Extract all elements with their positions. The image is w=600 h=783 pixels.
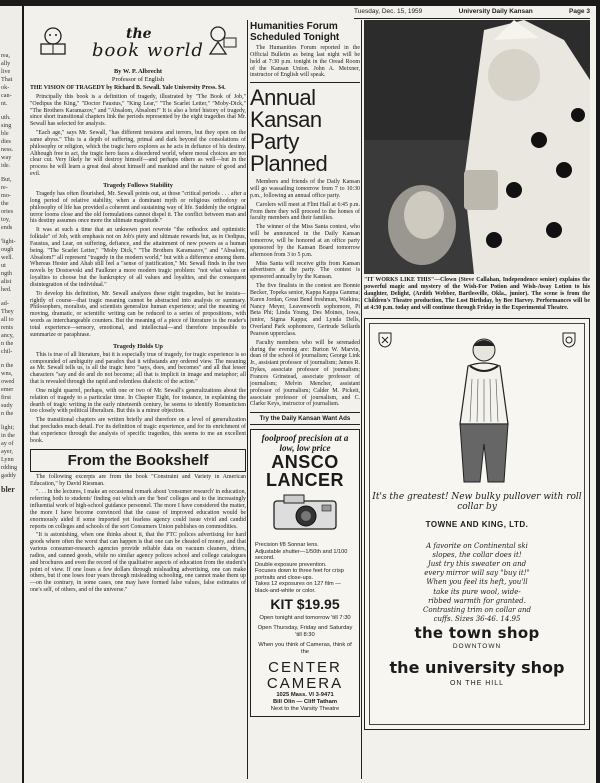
ad-feature: Precision f/8 Sonnar lens. [255, 542, 319, 549]
masthead-title: book world [92, 40, 204, 61]
ad-feature: Focuses down to three feet for crisp portraits and close-ups. [255, 568, 344, 581]
party-paragraph: Faculty members who will be serenaded during the evening are: Burton W. Marvin, dean of the school of journalism; George Link Jr., assistant professor of journalism; James R. Dykes, associate professor of journalism; Frances Grinstead, associate professor of journalism; Melvin Mencher, assistant professor of journalism; Calder M. Pickett, associate professor of journalism, and C. Clarke Keys, instructor of journalism. [250, 339, 360, 408]
camera-icon [270, 491, 340, 533]
byline [30, 68, 246, 83]
ad-frame [369, 323, 585, 725]
adjacent-column-word: sudy [1, 402, 13, 409]
store-name-university-shop: the university shop [389, 657, 565, 677]
review-paragraph: Principally this book is a definition of tragedy, illustrated by "The Book of Job," "Oedipus the King," "Doctor Faustus," "King Lear," "The Scarlet Letter," "Moby-Dick," "The Brothers Karamazov," and "Absalom, Absalom!" It is also a brief history of tragedy, since short transitional chapters link the periods represented by the eight tragedies that Mr. Sewall has selected for analysis. [30, 93, 246, 128]
adjacent-column-word: live [1, 68, 11, 75]
ad-tagline: It's the greatest! New bulky pullover with roll collar by [372, 491, 582, 513]
reader-doodle-icon [36, 24, 70, 58]
reader-doodle-icon [204, 24, 238, 58]
store-address: 1025 Mass. VI 3-9471 [276, 692, 334, 699]
adjacent-column-word: ally [1, 60, 11, 67]
adjacent-column-word: But, [1, 176, 12, 183]
theatre-photo [364, 20, 590, 274]
adjacent-column-word: hed. [1, 286, 12, 293]
adjacent-column-word: well. [1, 254, 14, 261]
adjacent-column-word: nt. [1, 100, 8, 107]
adjacent-column-word: 'light- [1, 238, 16, 245]
store-location: Next to the Varsity Theatre [270, 706, 340, 713]
store-name-town-shop: the town shop [414, 623, 540, 642]
adjacent-page-strip [0, 6, 22, 783]
adjacent-column-word: chil- [1, 348, 13, 355]
adjacent-column-word: ble [1, 130, 9, 137]
adjacent-column-word: ayer, [1, 448, 13, 455]
adjacent-column-word: can- [1, 92, 12, 99]
ad-tagline: foolproof precision at a low, low price [261, 433, 349, 454]
adjacent-column-word: ough [1, 246, 14, 253]
town-shop-ad [364, 318, 590, 730]
adjacent-column-word: mo- [1, 192, 11, 199]
review-paragraph: To develop his definition, Mr. Sewall analyzes these eight tragedies, but he insists—rightly of course—that tragic meaning cannot be abstracted into analysis or summary. Philosophers, moralists, and scientists generalize human experience; and the meaning of moving, dramatic, or scientific writing can be reduced to a series of propositions, with words as interchangeable counters. But the meaning of a piece of literature is the reader's total experience—sensory, emotional, and intellectual—and therefore impossible to summarize or paraphrase. [30, 290, 246, 338]
subhead: Tragedy Follows Stability [103, 181, 173, 189]
review-heading: THE VISION OF TRAGEDY by Richard B. Sewall. Yale University Press. $4. [30, 85, 226, 91]
review-paragraph: One might quarrel, perhaps, with one or two of Mr. Sewall's generalizations about the relation of tragedy to a particular time. In Chapter Eight, for instance, in explaining the dearth of tragic writing in the early nineteenth century, he seems to identify Romanticism too closely with political liberalism. But this is a minor objection. [30, 387, 246, 415]
bookshelf-intro: The following excerpts are from the book "Constraint and Variety in American Education," by David Riesman. [30, 473, 246, 487]
adjacent-column-word: ories [1, 208, 14, 215]
adjacent-column-word: n the [1, 340, 14, 347]
review-paragraph: Tragedy has often flourished, Mr. Sewall points out, at those "critical periods . . . after a long period of relative stability, when a dominant myth or religious orthodoxy or philosophy of life has provided a coherent and sustaining way of life. Suddenly the original terror looms close and the old formulations cannot dispel it. The conflict between man and his destiny assumes once more the ultimate magnitude." [30, 190, 246, 225]
adjacent-column-word: gaddy [1, 472, 17, 479]
adjacent-column-word: alist [1, 278, 12, 285]
adjacent-column-word: all to [1, 316, 14, 323]
photo-column [364, 20, 590, 779]
newspaper-page [24, 6, 596, 783]
ad-copy-line: Just try this sweater on and every mirror will say "buy it!" [424, 559, 530, 578]
man-in-sweater-illustration [444, 334, 526, 484]
party-paragraph: Miss Santa will receive gifts from Kansan advertisers at the party. The contest is sponsored annually by the Kansan. [250, 260, 360, 281]
ad-copy [422, 542, 532, 625]
party-paragraph: The winner of the Miss Santa contest, who will be announced in the Daily Kansan tomorrow, will be honored at an office party sponsored by the Kansan Board tomorrow afternoon from 3 to 5 p.m. [250, 224, 360, 258]
adjacent-column-word: wns, [1, 370, 13, 377]
ad-brand-lancer: LANCER [266, 470, 344, 491]
news-column [250, 20, 360, 779]
adjacent-column-word: the [1, 200, 9, 207]
adjacent-column-word: re- [1, 184, 8, 191]
ad-feature: Adjustable shutter—1/50th and 1/100 second. [255, 548, 348, 562]
adjacent-column-word: ok- [1, 84, 10, 91]
party-paragraph: The five finalists in the contest are Bonnie Becker, Topeka senior, Kappa Kappa Gamma; Karen Jordan, Great Bend freshman, Watkins; Nancy Meyer, Leavenworth sophomore, Pi Beta Phi; Linda Young, Des Moines, Iowa, junior, Sigma Kappa; and Lynda Dells, Overland Park sophomore, Gertrude Sellards Pearson upperclass. [250, 283, 360, 337]
review-paragraph: It was at such a time that an unknown poet rewrote "the orthodox and optimistic folktale" of Job, with emphasis not on Job's piety and ultimate rewards but, as in Oedipus, Faustus, and Lear, on suffering, defiance, and the attainment of new powers as a human being. "The Scarlet Letter," "Moby Dick," "The Brothers Karamazov," and "Absalom, Absalom!" all represent "tragedy in the modern world," but with a difference among them. Whereas Hester and Ahab still feel a "sense of justification," Mr. Sewall finds in the two novels by Dostoevski and Faulkner a more modern tragic problem: "not what values or loyalties to choose but the bankruptcy of all values and loyalties, and the consequent disintegration of the individual." [30, 227, 246, 288]
ad-hours: Open tonight and tomorrow 'till 7:30 [259, 615, 351, 622]
bookshelf-paragraph: "It is astonishing, when one thinks about it, that the FTC polices advertising for hard goods where often the worst that can happen is that one can be cheated of money, and that various consumer-research agencies provide reliable data on vacuum cleaners, driers, radios, and canned goods, while no similar agency polices school and college catalogues and brochures and even the record of the qualitative aspects of education from the student's point of view. If one loses a few dollars through misleading advertising, one can make others, but if one loses four years through misleading schooling, one cannot make them up—on the contrary, in some cases, one may have formed false values, false estimates of one's self, of others, and of the universe." [30, 532, 246, 594]
ad-feature: Double exposure prevention. [255, 561, 327, 568]
party-headline: Annual Kansan Party Planned [250, 85, 328, 177]
book-world-masthead [30, 20, 246, 66]
store-location-hill: ON THE HILL [449, 679, 505, 687]
shield-crest-icon [378, 332, 392, 348]
ad-hours: Open Thursday, Friday and Saturday 'till 8:30 [257, 625, 353, 639]
adjacent-column-word: bler [1, 485, 15, 494]
shield-crest-icon [562, 332, 576, 348]
adjacent-column-word: ness. [1, 146, 14, 153]
adjacent-column-word: ay of [1, 440, 14, 447]
adjacent-column-word: ide. [1, 162, 11, 169]
book-world-column [30, 20, 246, 779]
byline-author: By W. P. Albrecht [113, 68, 163, 75]
adjacent-column-word: way [1, 154, 12, 161]
review-paragraph: "Each age," says Mr. Sewall, "has different tensions and terrors, but they open on the same abyss." This is a depth of suffering, primal and dark beyond the consolations of philosophy or religion, which the tragic hero explores as he acts in defiance of his destiny. Although free to act, the tragic hero faces a disordered world, where moral choices are not clear cut. Very likely he will destroy himself—and perhaps others as well—but in the process he will learn a great deal about himself and mankind and the nature of good and evil. [30, 130, 246, 178]
header-page: Page 3 [569, 8, 590, 15]
ad-price: 14.95 [500, 615, 521, 624]
adjacent-column-word: They [1, 308, 14, 315]
header-date: Tuesday, Dec. 15, 1959 [354, 8, 423, 15]
column-rule [247, 20, 248, 779]
adjacent-column-word: rea, [1, 52, 11, 59]
photo-caption: "IT WORKS LIKE THIS"—Clown (Steve Callahan, Independence senior) explains the powerful magic and mystery of the Wish-For Potion and Wish-Away Lotion to his daughter, Delight, (Ardith Webber, Bartlesville, Okla., junior). The scene is from the Children's Theatre production, The Lost Birthday, by Bee Harvey. Performances will be at 4:30 p.m. today and will continue through Friday in the Experimental Theatre. [364, 277, 590, 311]
adjacent-column-word: light; [1, 424, 15, 431]
ad-when: When you think of Cameras, think of the [258, 642, 352, 656]
store-location-downtown: DOWNTOWN [452, 642, 502, 650]
ad-feature: Takes 12 exposures on 127 film —black-and-white or color. [255, 581, 341, 594]
ad-copy-line: A favorite on Continental ski slopes, the collar does it! [426, 541, 528, 559]
page-header [354, 8, 590, 18]
adjacent-column-word: n the [1, 410, 14, 417]
adjacent-column-word: toy, [1, 216, 11, 223]
adjacent-column-word: dies [1, 138, 11, 145]
adjacent-column-word: ngth [1, 270, 13, 277]
adjacent-column-word: ancy, [1, 332, 14, 339]
ad-brand: TOWNE AND KING, LTD. [425, 519, 529, 529]
header-paper: University Daily Kansan [458, 8, 533, 15]
store-name-camera: CAMERA [266, 675, 344, 693]
ansco-lancer-ad [250, 429, 360, 717]
ad-price: KIT $19.95 [270, 596, 340, 613]
adjacent-column-word: owed [1, 378, 15, 385]
adjacent-column-word: ut [1, 262, 6, 269]
review-paragraph: This is true of all literature, but it is especially true of tragedy, for tragic experience is so compounded of ambiguity and paradox that it withstands any ordered view. The meaning as Mr. Sewall tells us, is all the tragic hero "says, does, and becomes" and all that lesser characters "say and do and do not become; all that is implicit in image and metaphor; all that is revealed through the rapid and relentless dialectic of the action." [30, 351, 246, 386]
party-paragraph: Members and friends of the Daily Kansan will go wassailing tomorrow from 7 to 10:30 p.m., following an annual office party. [250, 179, 360, 199]
review-paragraph: The transitional chapters are written briefly and therefore on a level of generalization that precludes much detail. For its definition of tragic experience, and for its enrichment of that experience through the analysis of specific tragedies, this seems to me an excellent book. [30, 417, 246, 444]
adjacent-column-word: rents [1, 324, 14, 331]
adjacent-column-word: uth. [1, 114, 11, 121]
forum-body: The Humanities Forum reported in the Official Bulletin as being last night will be held at 7:30 p.m. tonight in the Oread Room of the Kansan Union. John A. Meixner, instructor of English will speak. [250, 45, 360, 79]
want-ads-filler: Try the Daily Kansan Want Ads [250, 412, 360, 425]
ad-copy-line: Contrasting trim on collar and cuffs. Sizes 36-46. [423, 605, 531, 624]
bookshelf-paragraph: ". . . In the lectures, I make an occasional remark about 'consumer research' in education, referring both to students' finding out which are the 'best' colleges and to the increasingly influential work of high-school guidance personnel. The more I have considered the matter, the more I have become convinced that the cause of improved education would be enormously aided if some imported yet fearless agency could issue vivid and candid reports on colleges and schools of the sort Consumers Union publishes on commodities. [30, 489, 246, 530]
byline-role: Professor of English [111, 75, 165, 83]
header-rule [354, 18, 590, 19]
adjacent-column-word: in the [1, 432, 15, 439]
store-owners: Bill Olin — Cliff Tatham [273, 699, 337, 706]
adjacent-column-word: emer [1, 386, 14, 393]
party-paragraph: Carolers will meet at Flint Hall at 6:45 p.m. From there they will proceed to the homes of faculty members and their families. [250, 201, 360, 222]
adjacent-column-word: sing [1, 122, 12, 129]
masthead-the: the [126, 26, 152, 42]
forum-headline: Humanities Forum Scheduled Tonight [250, 21, 340, 43]
subhead: Tragedy Holds Up [113, 342, 163, 350]
adjacent-column-word: ad- [1, 300, 9, 307]
bookshelf-heading: From the Bookshelf [30, 449, 246, 472]
ad-feature-list [255, 542, 355, 594]
adjacent-column-word: n the [1, 362, 14, 369]
adjacent-column-word: rdding [1, 464, 18, 471]
clown-and-girl-photo [364, 20, 590, 274]
store-name-center: CENTER [268, 659, 342, 677]
adjacent-column-word: first [1, 394, 11, 401]
adjacent-column-word: ends [1, 224, 13, 231]
story-rule [250, 82, 360, 83]
ad-brand-ansco: ANSCO [271, 452, 339, 473]
adjacent-column-word: That [1, 76, 13, 83]
adjacent-column-word: Lynn [1, 456, 14, 463]
ad-copy-line: When you feel its heft, you'll take its pure wool, wide-ribbed warmth for granted. [426, 578, 528, 605]
column-rule [361, 20, 362, 779]
